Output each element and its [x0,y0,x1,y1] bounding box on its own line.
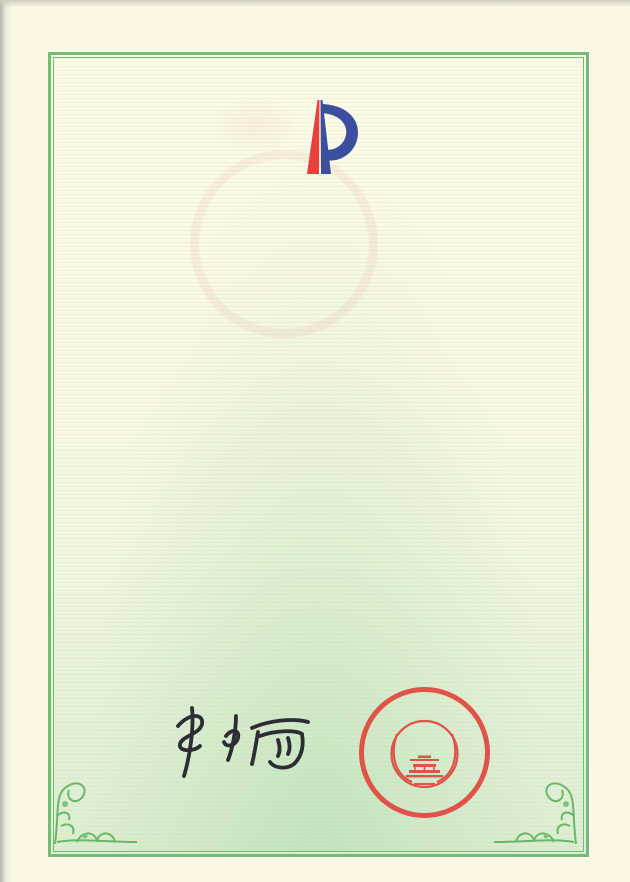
field-row-grant [85,501,555,540]
cnipa-logo [250,88,410,188]
qr-code-icon [505,100,577,172]
field-row-patentee [85,423,555,462]
scan-edge-shadow-top [0,0,630,7]
field-row-patent-number [85,346,555,385]
scan-edge-shadow [0,0,12,882]
field-row-address [85,462,555,501]
security-microtext [95,184,535,195]
certificate-fields [85,269,555,539]
field-row-utility-model-name [85,269,555,308]
field-row-inventors [85,308,555,347]
director-signature-icon [156,698,326,788]
cnipa-official-seal [352,680,497,825]
barcode-icon [80,683,232,699]
field-row-filing-date [85,385,555,424]
cnipa-logo-icon [250,88,410,188]
national-emblem-icon [392,721,458,787]
